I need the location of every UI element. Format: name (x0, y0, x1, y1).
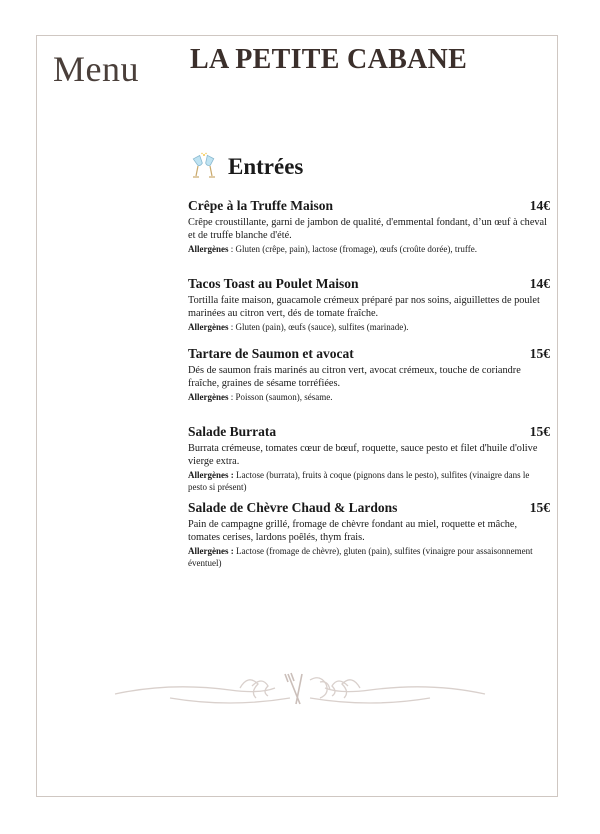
item-allergens (188, 469, 550, 493)
item-allergens (188, 243, 550, 255)
item-description: Tortilla faite maison, guacamole crémeux préparé par nos soins, aiguillettes de poulet marinées au citron vert, dés de tomate fraîche. (188, 295, 540, 319)
allergen-text: Lactose (fromage de chèvre), gluten (pain), sulfites (vinaigre pour assaisonnement éventuel) (188, 546, 533, 568)
item-allergens (188, 391, 550, 403)
cutlery-flourish-ornament (110, 668, 490, 708)
item-description: Crêpe croustillante, garni de jambon de qualité, d'emmental fondant, d’un œuf à cheval et de truffe blanche d'été. (188, 217, 547, 241)
allergen-label: Allergènes (188, 322, 229, 332)
allergen-text: : Gluten (crêpe, pain), lactose (fromage), œufs (croûte dorée), truffe. (228, 244, 477, 254)
allergen-label: Allergènes : (188, 546, 234, 556)
menu-item (188, 198, 550, 255)
section-title: Entrées (228, 154, 304, 179)
item-description: Burrata crémeuse, tomates cœur de bœuf, roquette, sauce pesto et filet d'huile d'olive vierge extra. (188, 443, 538, 467)
item-price: 14€ (529, 276, 550, 291)
allergen-label: Allergènes (188, 244, 229, 254)
item-description: Pain de campagne grillé, fromage de chèvre fondant au miel, roquette et mâche, tomates cerises, lardons poêlés, thym frais. (188, 519, 518, 543)
item-name: Salade de Chèvre Chaud & Lardons (188, 500, 398, 515)
item-allergens (188, 545, 550, 569)
menu-item (188, 346, 550, 403)
item-price: 15€ (529, 424, 550, 439)
item-name: Salade Burrata (188, 424, 277, 439)
menu-heading: Menu (53, 49, 139, 89)
allergen-label: Allergènes (188, 392, 229, 402)
allergen-label: Allergènes : (188, 470, 234, 480)
section-header (190, 152, 303, 182)
allergen-text: : Poisson (saumon), sésame. (228, 392, 333, 402)
champagne-glasses-icon (190, 152, 218, 182)
item-allergens (188, 321, 550, 333)
allergen-text: : Gluten (pain), œufs (sauce), sulfites (marinade). (228, 322, 409, 332)
restaurant-name: LA PETITE CABANE (190, 44, 468, 75)
item-name: Crêpe à la Truffe Maison (188, 198, 333, 213)
item-price: 15€ (529, 346, 550, 361)
item-name: Tartare de Saumon et avocat (188, 346, 354, 361)
menu-item (188, 500, 550, 569)
allergen-text: Lactose (burrata), fruits à coque (pignons dans le pesto), sulfites (vinaigre dans le pesto si présent) (188, 470, 530, 492)
item-price: 15€ (529, 500, 550, 515)
menu-item (188, 424, 550, 493)
item-description: Dés de saumon frais marinés au citron vert, avocat crémeux, touche de coriandre fraîche, graines de sésame torréfiées. (188, 365, 521, 389)
menu-item (188, 276, 550, 333)
item-name: Tacos Toast au Poulet Maison (188, 276, 359, 291)
item-price: 14€ (529, 198, 550, 213)
